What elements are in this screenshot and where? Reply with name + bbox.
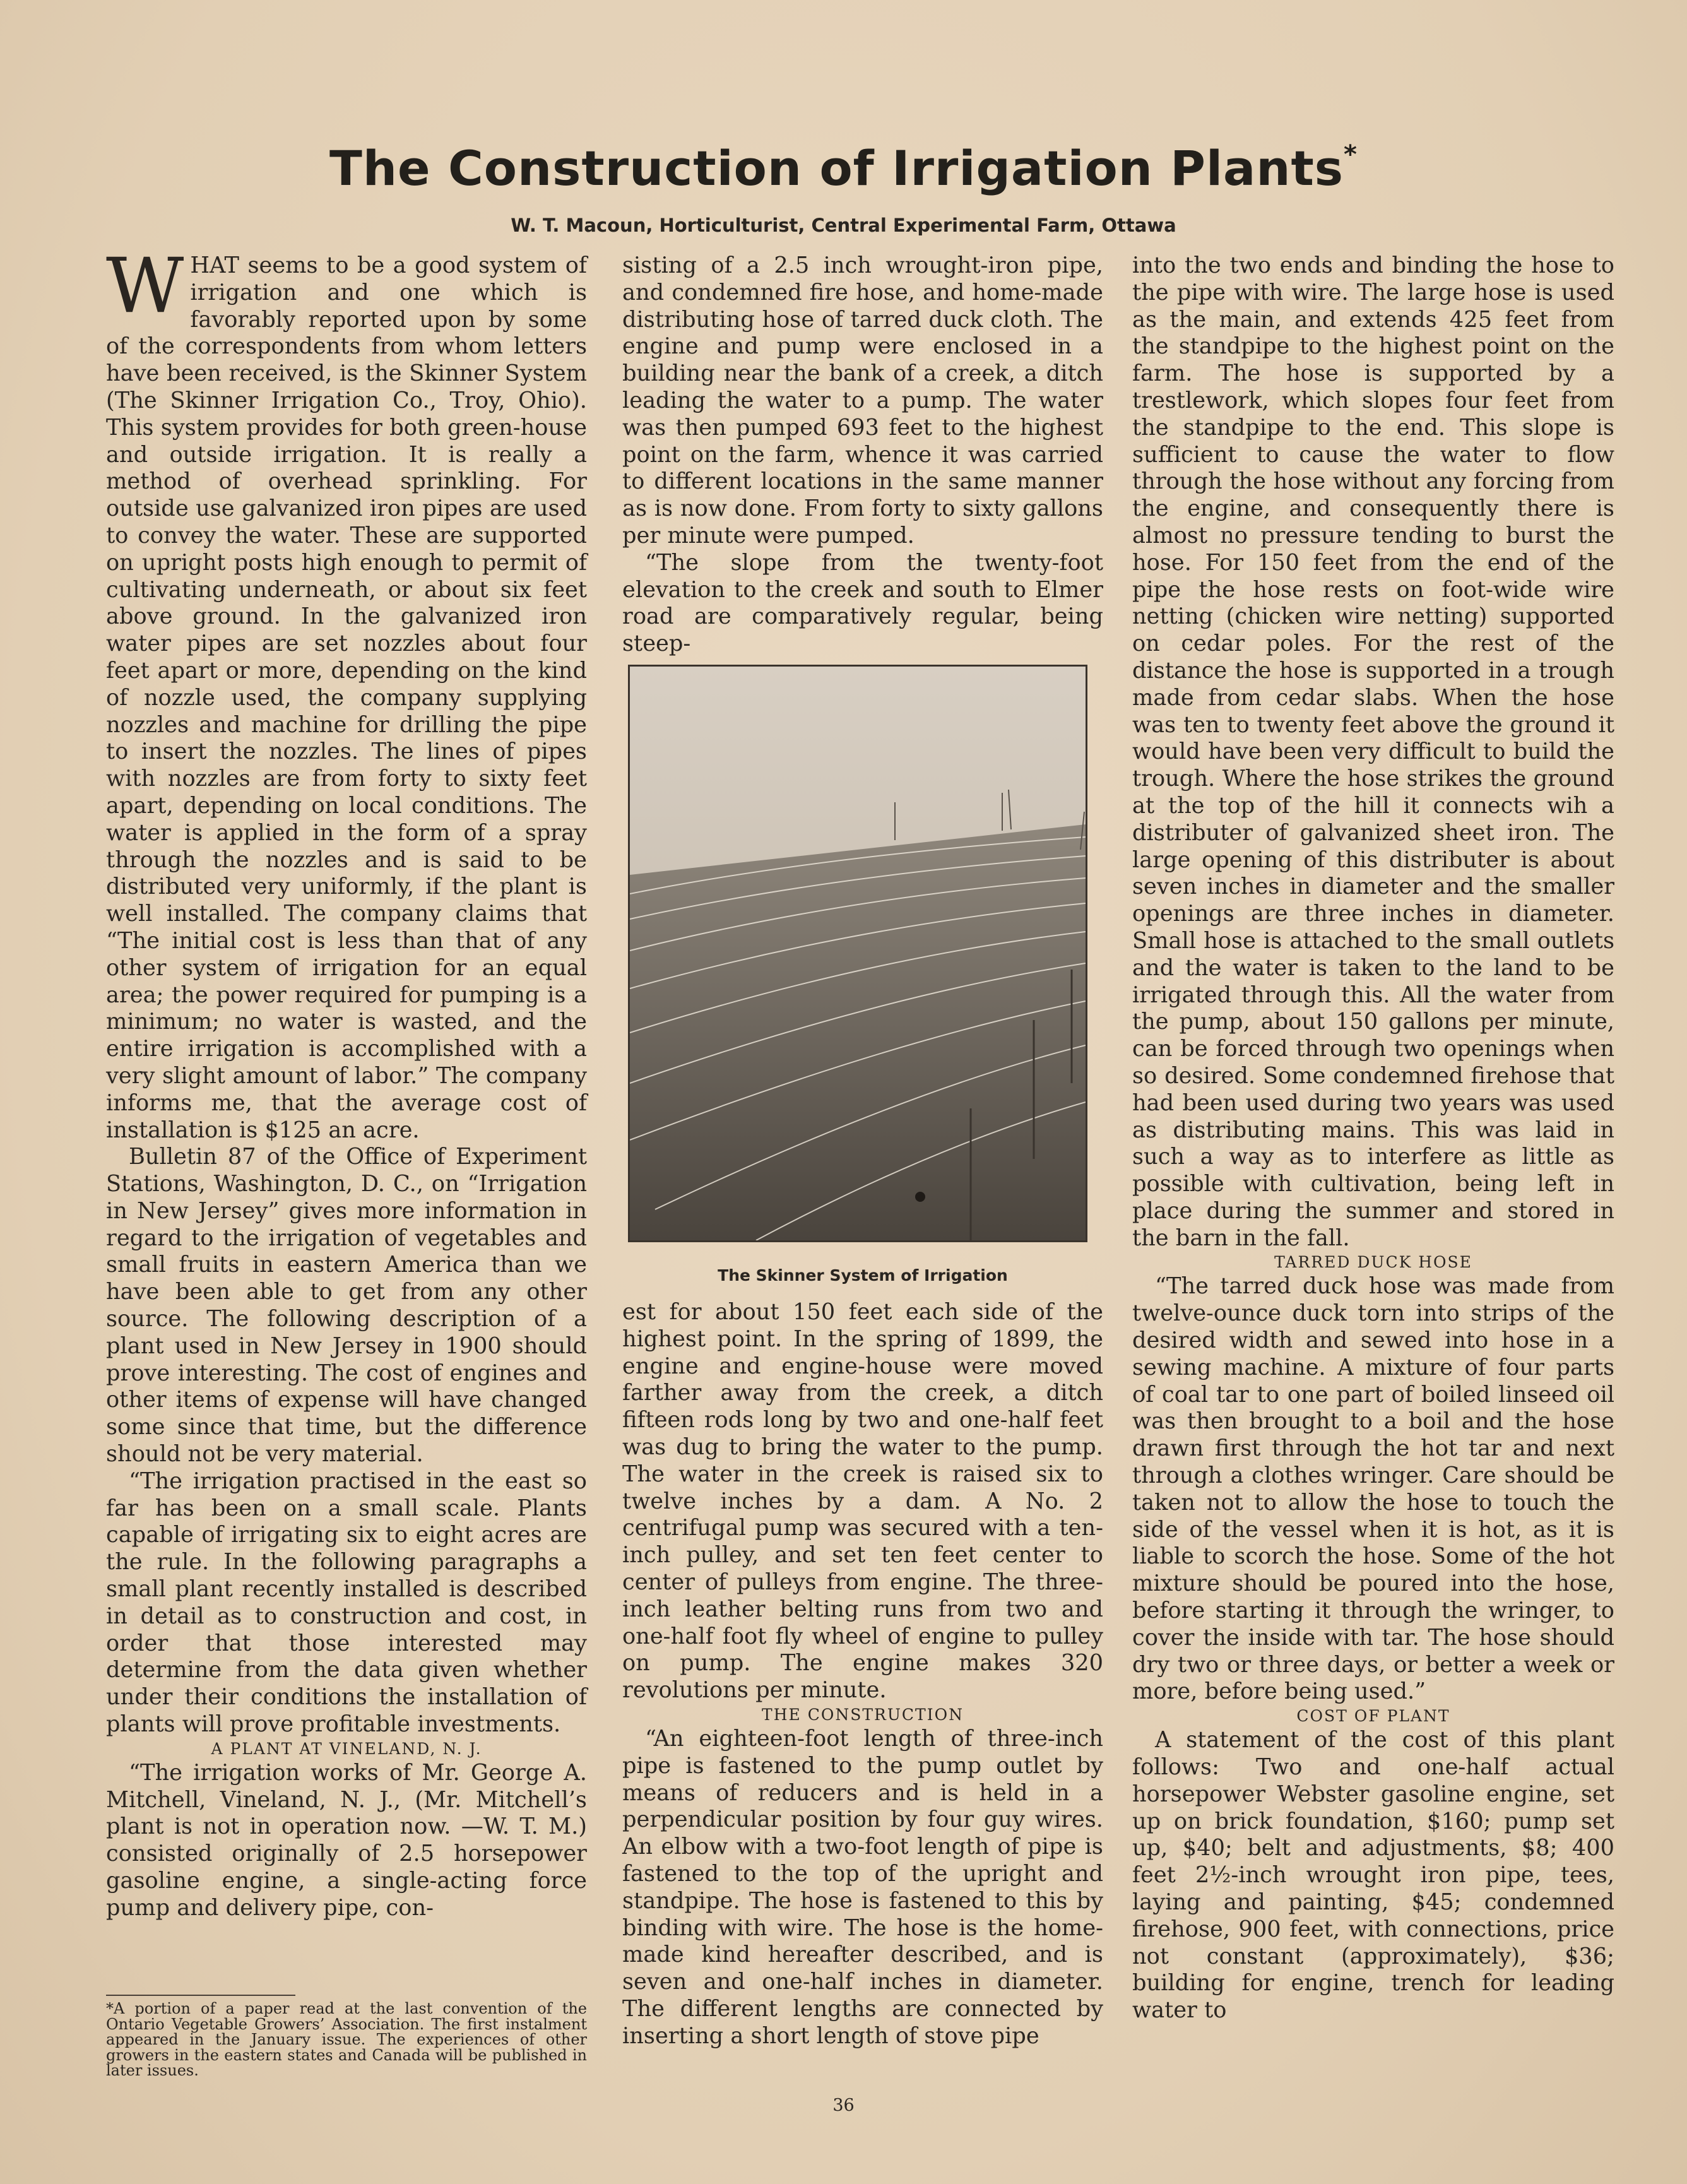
page-number: 36 (832, 2096, 855, 2115)
byline: W. T. Macoun, Horticulturist, Central Experimental Farm, Ottawa (511, 215, 1176, 236)
section-heading: TARRED DUCK HOSE (1274, 1253, 1472, 1272)
column-3 (1132, 252, 1614, 2024)
column-2-bottom (622, 1299, 1103, 2050)
article-title: The Construction of Irrigation Plants* (329, 140, 1358, 196)
section-heading: THE CONSTRUCTION (762, 1705, 964, 1724)
footnote: *A portion of a paper read at the last convention of the Ontario Vegetable Growers’ Association. The first instalment appeared in the January issue. The experiences of other growers in the eastern states and Canada will be published in later issues. (106, 2000, 587, 2079)
paragraph: “An eighteen-foot length of three-inch pipe is fastened to the pump outlet by means of reducers and is held in a perpendicular position by four guy wires. An elbow with a two-foot length of pipe is fastened to the top of the upright and standpipe. The hose is fastened to this by binding with wire. The hose is the home-made kind hereafter described, and is seven and one-half inches in diameter. The different lengths are connected by inserting a short length of stove pipe (622, 1725, 1103, 2049)
figure-caption: The Skinner System of Irrigation (718, 1266, 1008, 1285)
drop-cap: W (106, 242, 184, 330)
section-heading: COST OF PLANT (1296, 1707, 1450, 1726)
paragraph: est for about 150 feet each side of the highest point. In the spring of 1899, the engine and engine-house were moved farther away from the creek, a ditch fifteen rods long by two and one-half feet was dug to bring the water to the pump. The water in the creek is raised six to twelve inches by a dam. A No. 2 centrifugal pump was secured with a ten-inch pulley, and set ten feet center to center of pulleys from engine. The three-inch leather belting runs from two and one-half foot fly wheel of engine to pulley on pump. The engine makes 320 revolutions per minute. (622, 1299, 1103, 1704)
column-2-top (622, 252, 1103, 658)
paragraph: “The irrigation works of Mr. George A. Mitchell, Vineland, N. J., (Mr. Mitchell’s plant is not in operation now. —W. T. M.) consisted originally of 2.5 horsepower gasoline engine, a single-acting force pump and delivery pipe, con- (106, 1759, 587, 1921)
paragraph: “The slope from the twenty-foot elevation to the creek and south to Elmer road are comparatively regular, being steep- (622, 549, 1103, 657)
paragraph: WHAT seems to be a good system of irrigation and one which is favorably reported upon by some of the correspondents from whom letters have been received, is the Skinner System (The Skinner Irrigation Co., Troy, Ohio). This system provides for both green-house and outside irrigation. It is really a method of overhead sprinkling. For outside use galvanized iron pipes are used to convey the water. These are supported on upright posts high enough to permit of cultivating underneath, or about six feet above ground. In the galvanized iron water pipes are set nozzles about four feet apart or more, depending on the kind of nozzle used, the company supplying nozzles and machine for drilling the pipe to insert the nozzles. The lines of pipes with nozzles are from forty to sixty feet apart, depending on local conditions. The water is applied in the form of a spray through the nozzles and is said to be distributed very uniformly, if the plant is well installed. The company claims that “The initial cost is less than that of any other system of irrigation for an equal area; the power required for pumping is a minimum; no water is wasted, and the entire irrigation is accomplished with a very slight amount of labor.” The company informs me, that the average cost of installation is $125 an acre. (106, 242, 587, 1143)
paragraph: Bulletin 87 of the Office of Experiment Stations, Washington, D. C., on “Irrigation in New Jersey” gives more information in regard to the irrigation of vegetables and small fruits in eastern America than we have been able to get from any other source. The following description of a plant used in New Jersey in 1900 should prove interesting. The cost of engines and other items of expense will have changed some since that time, but the difference should not be very material. (106, 1144, 587, 1468)
column-1 (106, 242, 587, 1922)
paragraph: sisting of a 2.5 inch wrought-iron pipe, and condemned fire hose, and home-made distributing hose of tarred duck cloth. The engine and pump were enclosed in a building near the bank of a creek, a ditch leading the water to a pump. The water was then pumped 693 feet to the highest point on the farm, whence it was carried to different locations in the same manner as is now done. From forty to sixty gallons per minute were pumped. (622, 252, 1103, 549)
paragraph: “The tarred duck hose was made from twelve-ounce duck torn into strips of the desired width and sewed into hose in a sewing machine. A mixture of four parts of coal tar to one part of boiled linseed oil was then brought to a boil and the hose drawn first through the hot tar and next through a clothes wringer. Care should be taken not to allow the hose to touch the side of the vessel when it is hot, as it is liable to scorch the hose. Some of the hot mixture should be poured into the hose, before starting it through the wringer, to cover the inside with tar. The hose should dry two or three days, or better a week or more, before being used.” (1132, 1273, 1614, 1705)
paragraph: “The irrigation practised in the east so far has been on a small scale. Plants capable of irrigating six to eight acres are the rule. In the following paragraphs a small plant recently installed is described in detail as to construction and cost, in order that those interested may determine from the data given whether under their conditions the installation of plants will prove profitable investments. (106, 1468, 587, 1738)
irrigation-photo (628, 665, 1087, 1242)
footnote-divider (106, 1995, 295, 1996)
paragraph: A statement of the cost of this plant follows: Two and one-half actual horsepower Webster gasoline engine, set up on brick foundation, $160; pump set up, $40; belt and adjustments, $8; 400 feet 2½-inch wrought iron pipe, tees, laying and painting, $45; condemned firehose, 900 feet, with connections, price not constant (approximately), $36; building for engine, trench for leading water to (1132, 1727, 1614, 2024)
section-heading: A PLANT AT VINELAND, N. J. (211, 1739, 482, 1758)
paragraph: into the two ends and binding the hose to the pipe with wire. The large hose is used as the main, and extends 425 feet from the standpipe to the highest point on the farm. The hose is supported by a trestlework, which slopes four feet from the standpipe to the end. This slope is sufficient to cause the water to flow through the hose without any forcing from the engine, and consequently there is almost no pressure tending to burst the hose. For 150 feet from the end of the pipe the hose rests on foot-wide wire netting (chicken wire netting) supported on cedar poles. For the rest of the distance the hose is supported in a trough made from cedar slabs. When the hose was ten to twenty feet above the ground it would have been very difficult to build the trough. Where the hose strikes the ground at the top of the hill it connects wih a distributer of galvanized sheet iron. The large opening of this distributer is about seven inches in diameter and the smaller openings are three inches in diameter. Small hose is attached to the small outlets and the water is taken to the land to be irrigated through this. All the water from the pump, about 150 gallons per minute, can be forced through two openings when so desired. Some condemned firehose that had been used during two years was used as distributing mains. This was laid in such a way as to interfere as little as possible with cultivation, being left in place during the summer and stored in the barn in the fall. (1132, 252, 1614, 1251)
